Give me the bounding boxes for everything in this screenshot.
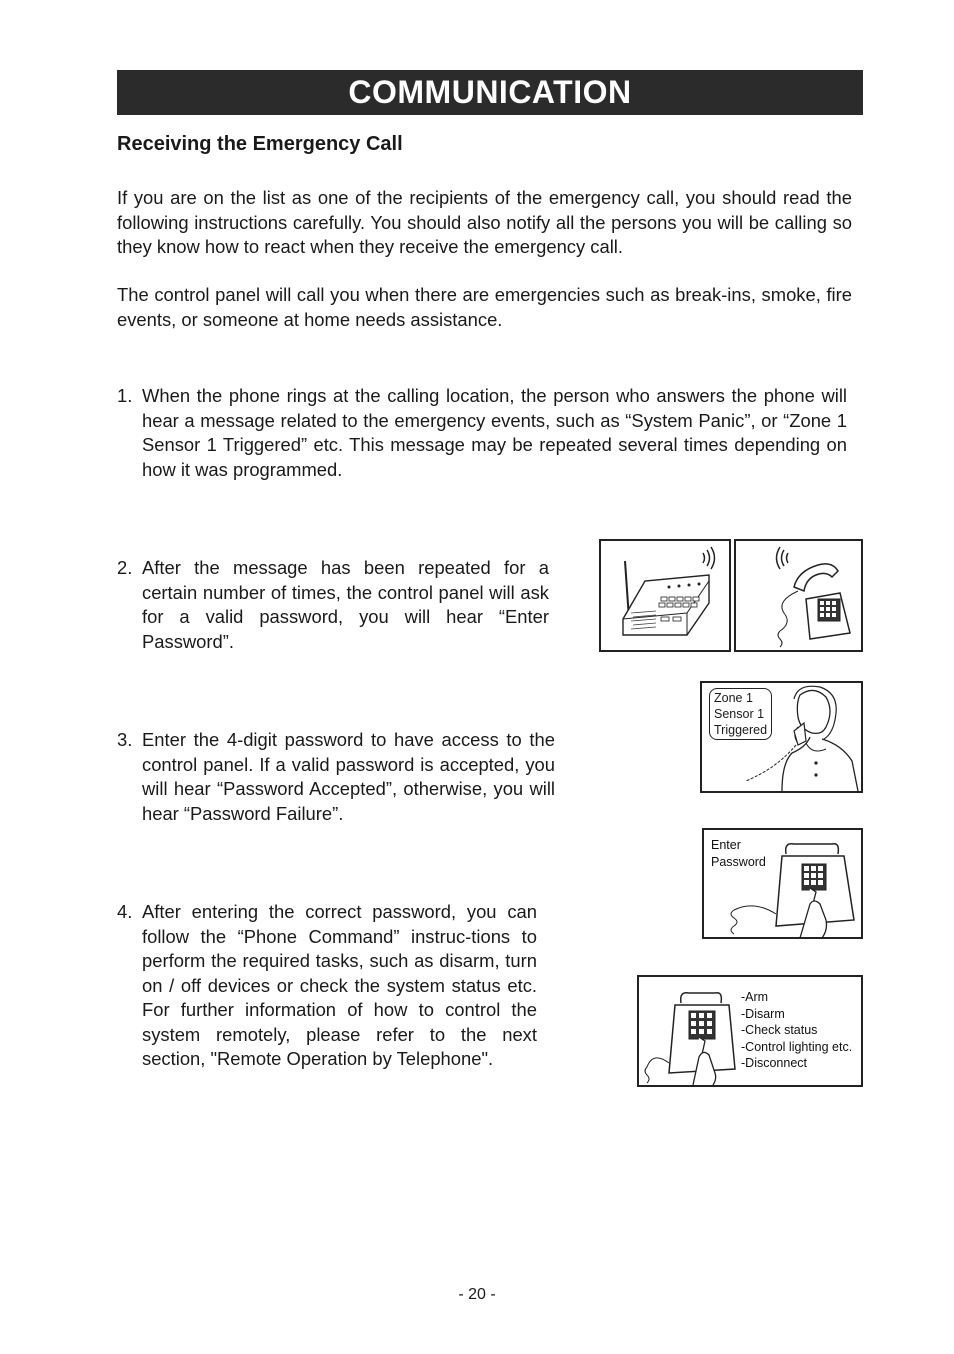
listener-figure bbox=[700, 681, 863, 793]
intro-paragraph-1: If you are on the list as one of the recipients of the emergency call, you should read the following instructions carefully. You should also notify all the persons you will be calling so they know how to react when they receive the emergency call. bbox=[117, 187, 852, 257]
control-panel-illustration bbox=[601, 541, 729, 650]
step-text: After entering the correct password, you can follow the “Phone Command” instruc-tions to perform the required tasks, such as disarm, turn on / off devices or check the system status etc. For further information of how to control the system remotely, please refer to the next section, "Remote Operation by Telephone". bbox=[142, 901, 537, 1069]
page-title: COMMUNICATION bbox=[348, 74, 632, 110]
step-text: Enter the 4-digit password to have access to the control panel. If a valid password is accepted, you will hear “Password Accepted”, otherwise, you will hear “Password Failure”. bbox=[142, 729, 555, 824]
step-number: 2. bbox=[117, 557, 133, 578]
intro-paragraph-2: The control panel will call you when there are emergencies such as break-ins, smoke, fire events, or someone at home needs assistance. bbox=[117, 284, 852, 330]
bubble-line: Zone 1 bbox=[714, 691, 753, 705]
step-number: 4. bbox=[117, 901, 133, 922]
enter-password-figure bbox=[702, 828, 863, 939]
caption-line: Enter bbox=[711, 838, 741, 852]
phone-commands-figure bbox=[637, 975, 863, 1087]
step-text: When the phone rings at the calling location, the person who answers the phone will hear a message related to the emergency events, such as “System Panic”, or “Zone 1 Sensor 1 Triggered” etc. This message may be repeated several times depending on how it was programmed. bbox=[142, 385, 847, 480]
step-number: 3. bbox=[117, 729, 133, 750]
section-title: Receiving the Emergency Call bbox=[117, 133, 403, 155]
step-text: After the message has been repeated for a certain number of times, the control panel will ask for a valid password, you will hear “Enter Password”. bbox=[142, 557, 549, 652]
bubble-line: Triggered bbox=[714, 723, 768, 737]
caption-line: Password bbox=[711, 854, 766, 869]
step-4 bbox=[117, 900, 537, 1072]
ringing-phone-illustration bbox=[736, 541, 861, 650]
step-2 bbox=[117, 556, 549, 654]
phone-keypad-illustration bbox=[704, 830, 861, 937]
step-number: 1. bbox=[117, 385, 133, 406]
command-arm: -Arm bbox=[741, 990, 769, 1004]
bubble-line: Sensor 1 bbox=[714, 707, 765, 721]
page-number: - 20 - bbox=[458, 1286, 496, 1303]
step-1 bbox=[117, 384, 847, 482]
woman-on-phone-illustration bbox=[702, 683, 861, 791]
command-check-status: -Check status bbox=[741, 1023, 818, 1037]
ringing-phone-figure bbox=[734, 539, 863, 652]
command-disarm: -Disarm bbox=[741, 1006, 785, 1021]
command-list bbox=[741, 989, 852, 1072]
command-control-lighting: -Control lighting etc. bbox=[741, 1039, 853, 1054]
control-panel-figure bbox=[599, 539, 731, 652]
step-3 bbox=[117, 728, 555, 826]
command-disconnect: -Disconnect bbox=[741, 1056, 807, 1070]
page-title-bar bbox=[117, 70, 863, 115]
